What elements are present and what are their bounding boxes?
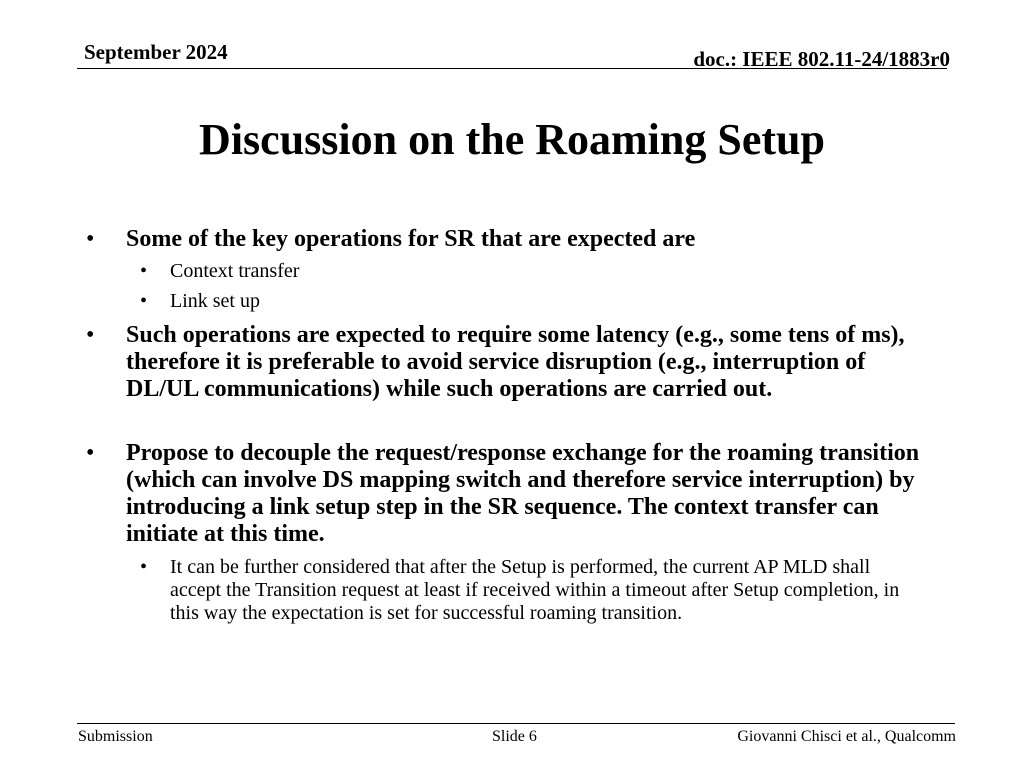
bullet-2-text: Such operations are expected to require some latency (e.g., some tens of ms), therefore it is preferable to avoid service disruption (e.g., interruption of DL/UL communications) while such operations are carried out. — [126, 322, 905, 402]
bullet-3-sub-1-text: It can be further considered that after the Setup is performed, the current AP MLD shall accept the Transition request at least if received within a timeout after Setup completion, in this way the expectation is set for successful roaming transition. — [170, 556, 900, 624]
bullet-marker: • — [86, 322, 95, 348]
bullet-3-text: Propose to decouple the request/response exchange for the roaming transition (which can involve DS mapping switch and therefore service interruption) by introducing a link setup step in the SR sequence. The context transfer can initiate at this time. — [126, 440, 920, 547]
footer-slide-number: Slide 6 — [492, 728, 537, 745]
header-doc-id: doc.: IEEE 802.11-24/1883r0 — [693, 47, 950, 71]
header-date: September 2024 — [84, 40, 228, 64]
bullet-3-sub-1 — [140, 556, 915, 625]
slide-title: Discussion on the Roaming Setup — [199, 115, 825, 164]
header-divider — [77, 68, 947, 69]
bullet-1-sub-2 — [140, 290, 915, 313]
bullet-1-sub-2-text: Link set up — [170, 290, 260, 312]
bullet-1 — [86, 226, 926, 253]
bullet-3 — [86, 440, 926, 548]
sub-bullet-marker: • — [140, 260, 148, 282]
sub-bullet-marker: • — [140, 556, 148, 578]
bullet-marker: • — [86, 440, 95, 466]
footer-submission: Submission — [78, 728, 153, 745]
bullet-marker: • — [86, 226, 95, 252]
sub-bullet-marker: • — [140, 290, 148, 312]
bullet-1-text: Some of the key operations for SR that are expected are — [126, 226, 696, 252]
bullet-2 — [86, 322, 926, 403]
footer-author: Giovanni Chisci et al., Qualcomm — [737, 728, 956, 745]
footer-divider — [77, 723, 955, 724]
bullet-1-sub-1 — [140, 260, 915, 283]
bullet-1-sub-1-text: Context transfer — [170, 260, 300, 282]
